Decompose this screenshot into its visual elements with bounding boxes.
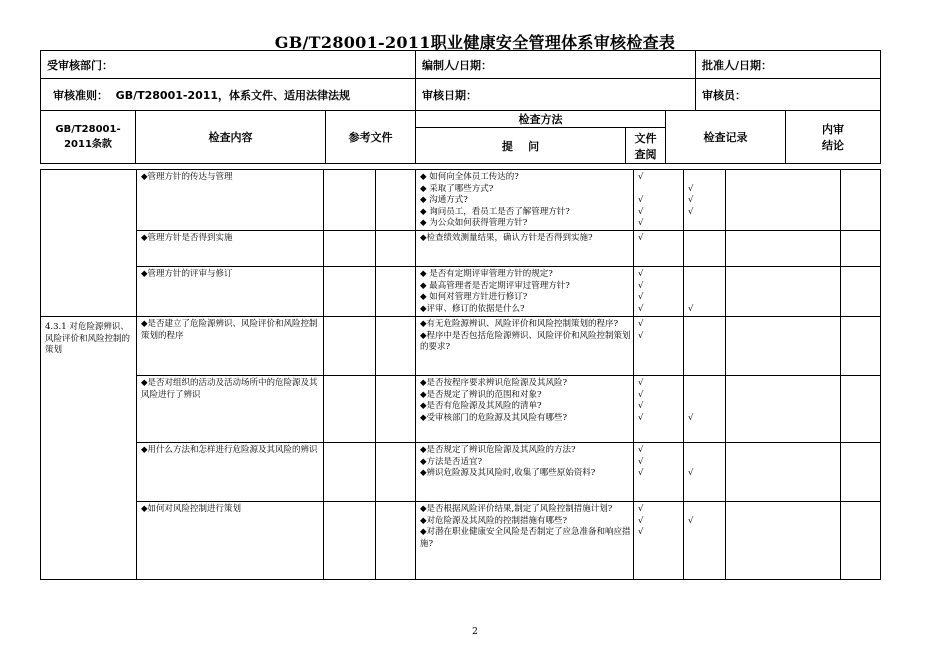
conclusion-cell[interactable] (841, 443, 881, 502)
question-item: ◆对危险源及其风险的控制措施有哪些? (420, 515, 568, 526)
record-cell[interactable] (726, 376, 841, 443)
question-cell (416, 502, 634, 580)
question-item: ◆受审核部门的危险源及其风险有哪些? (420, 412, 568, 423)
ref-cell-2 (376, 231, 416, 267)
site-check-mark (688, 331, 723, 343)
table-row (41, 170, 881, 231)
question-item: ◆程序中是否包括危险源辨识、风险评价和风险控制策划的要求? (420, 330, 631, 352)
doc-check-cell (634, 502, 684, 580)
col-record-header: 检查记录 (666, 111, 786, 164)
conclusion-cell[interactable] (841, 231, 881, 267)
content-cell: ◆是否建立了危险源辨识、风险评价和风险控制策划的程序 (137, 317, 324, 376)
record-cell[interactable] (726, 231, 841, 267)
doc-check-mark: √ (638, 195, 644, 205)
doc-check-mark: √ (638, 401, 644, 411)
checklist-table (40, 169, 881, 580)
question-item: ◆ 如何向全体员工传达的? (420, 172, 519, 182)
question-item: ◆方法是否适宜? (420, 456, 483, 467)
ref-cell (324, 267, 376, 317)
doc-check-mark: √ (638, 319, 644, 329)
table-row (41, 443, 881, 502)
doc-check-mark: √ (638, 527, 644, 537)
site-check-mark: √ (688, 412, 694, 423)
site-check-mark: √ (688, 183, 694, 194)
doc-check-mark: √ (638, 504, 644, 514)
site-check-cell (684, 170, 726, 231)
ref-cell-2 (376, 443, 416, 502)
site-check-mark (688, 504, 723, 516)
table-row (41, 231, 881, 267)
approver-cell: 批准人/日期： (696, 51, 881, 79)
col-method-header: 检查方法 (416, 111, 666, 128)
question-item: ◆ 沟通方式? (420, 195, 468, 205)
record-cell[interactable] (726, 170, 841, 231)
content-cell: ◆管理方针的评审与修订 (137, 267, 324, 317)
question-cell (416, 231, 634, 267)
conclusion-cell[interactable] (841, 376, 881, 443)
content-cell: ◆管理方针的传达与管理 (137, 170, 324, 231)
ref-cell (324, 170, 376, 231)
ref-cell-2 (376, 170, 416, 231)
col-ref-header: 参考文件 (326, 111, 416, 164)
question-item: ◆有无危险源辨识、风险评价和风险控制策划的程序? (420, 319, 619, 329)
site-check-mark (688, 378, 723, 390)
doc-check-cell (634, 376, 684, 443)
question-item: ◆评审、修订的依据是什么? (420, 303, 525, 314)
question-item: ◆是否规定了辨识的范围和对象? (420, 389, 542, 400)
doc-check-mark: √ (638, 378, 644, 388)
page-title: GB/T28001-2011职业健康安全管理体系审核检查表 (274, 33, 676, 52)
record-cell[interactable] (726, 443, 841, 502)
ref-cell (324, 502, 376, 580)
ref-cell (324, 443, 376, 502)
doc-check-mark: √ (638, 389, 644, 400)
table-row (41, 317, 881, 376)
conclusion-cell[interactable] (841, 267, 881, 317)
site-check-cell (684, 267, 726, 317)
doc-check-mark: √ (638, 303, 644, 314)
doc-check-mark: √ (638, 206, 644, 217)
site-check-cell (684, 443, 726, 502)
doc-check-mark: √ (638, 233, 644, 243)
site-check-cell (684, 376, 726, 443)
col-content-header: 检查内容 (136, 111, 326, 164)
table-row (41, 376, 881, 443)
content-cell: ◆用什么方法和怎样进行危险源及其风险的辨识 (137, 443, 324, 502)
site-check-mark (688, 233, 723, 245)
col-conclusion-header: 内审结论 (786, 111, 881, 164)
doc-check-mark: √ (638, 412, 644, 423)
ref-cell (324, 376, 376, 443)
question-item: ◆ 询问员工，看员工是否了解管理方针? (420, 206, 570, 217)
question-item: ◆是否有危险源及其风险的清单? (420, 401, 542, 411)
question-item: ◆辨识危险源及其风险时,收集了哪些原始资料? (420, 468, 596, 478)
audit-date-cell: 审核日期： (416, 79, 696, 111)
site-check-mark: √ (688, 195, 694, 205)
doc-check-mark: √ (638, 280, 644, 291)
site-check-mark: √ (688, 206, 694, 217)
site-check-mark (688, 527, 723, 539)
doc-check-mark: √ (638, 515, 644, 526)
ref-cell (324, 317, 376, 376)
question-cell (416, 170, 634, 231)
site-check-mark (688, 457, 723, 469)
doc-check-cell (634, 231, 684, 267)
site-check-cell (684, 317, 726, 376)
table-row (41, 267, 881, 317)
doc-check-mark: √ (638, 292, 644, 302)
doc-check-mark: √ (638, 445, 644, 455)
conclusion-cell[interactable] (841, 170, 881, 231)
conclusion-cell[interactable] (841, 317, 881, 376)
doc-check-cell (634, 267, 684, 317)
ref-cell-2 (376, 502, 416, 580)
question-item: ◆是否规定了辨识危险源及其风险的方法? (420, 445, 576, 455)
doc-check-mark (638, 184, 681, 196)
site-check-mark (688, 319, 723, 331)
dept-cell: 受审核部门： (41, 51, 416, 79)
question-item: ◆是否根据风险评价结果,制定了风险控制措施计划? (420, 504, 613, 514)
site-check-mark (688, 218, 723, 230)
question-cell (416, 267, 634, 317)
header-table (40, 50, 881, 164)
record-cell[interactable] (726, 317, 841, 376)
site-check-mark: √ (688, 515, 694, 526)
question-cell (416, 376, 634, 443)
content-cell: ◆是否对组织的活动及活动场所中的危险源及其风险进行了辨识 (137, 376, 324, 443)
table-row (41, 502, 881, 580)
site-check-mark: √ (688, 303, 694, 314)
site-check-cell (684, 231, 726, 267)
col-clause-header: GB/T28001-2011条款 (41, 111, 136, 164)
question-cell (416, 317, 634, 376)
question-item: ◆ 采取了哪些方式? (420, 183, 494, 194)
ref-cell-2 (376, 267, 416, 317)
doc-check-cell (634, 170, 684, 231)
ref-cell-2 (376, 376, 416, 443)
doc-check-cell (634, 443, 684, 502)
question-item: ◆ 如何对管理方针进行修订? (420, 292, 528, 302)
doc-check-mark: √ (638, 468, 644, 478)
site-check-mark (688, 445, 723, 457)
question-item: ◆ 最高管理者是否定期评审过管理方针? (420, 280, 570, 291)
page-number: 2 (472, 627, 478, 637)
content-cell: ◆管理方针是否得到实施 (137, 231, 324, 267)
conclusion-cell[interactable] (841, 502, 881, 580)
record-cell[interactable] (726, 502, 841, 580)
ref-cell-2 (376, 317, 416, 376)
record-cell[interactable] (726, 267, 841, 317)
doc-check-mark: √ (638, 218, 644, 228)
col-question-header: 提 问 (416, 128, 626, 164)
clause-cell: 4.3.1 对危险源辨识、风险评价和风险控制的策划 (41, 317, 137, 580)
doc-check-mark: √ (638, 269, 644, 279)
question-item: ◆对潜在职业健康安全风险是否制定了应急准备和响应措施? (420, 527, 631, 549)
clause-cell (41, 170, 137, 317)
question-cell (416, 443, 634, 502)
site-check-cell (684, 502, 726, 580)
col-doc-header: 文件查阅 (626, 128, 666, 164)
site-check-mark (688, 281, 723, 293)
doc-check-mark: √ (638, 330, 644, 341)
content-cell: ◆如何对风险控制进行策划 (137, 502, 324, 580)
question-item: ◆是否按程序要求辨识危险源及其风险? (420, 378, 568, 388)
site-check-mark (688, 172, 723, 184)
doc-check-cell (634, 317, 684, 376)
question-item: ◆检查绩效测量结果，确认方针是否得到实施? (420, 233, 593, 243)
site-check-mark (688, 292, 723, 304)
editor-cell: 编制人/日期： (416, 51, 696, 79)
question-item: ◆ 为公众如何获得管理方针? (420, 218, 528, 228)
question-item: ◆ 是否有定期评审管理方针的规定? (420, 269, 553, 279)
site-check-mark: √ (688, 468, 694, 478)
ref-cell (324, 231, 376, 267)
doc-check-mark: √ (638, 456, 644, 467)
doc-check-mark: √ (638, 172, 644, 182)
criteria-cell: 审核准则： GB/T28001-2011，体系文件、适用法律法规 (41, 79, 416, 111)
site-check-mark (688, 269, 723, 281)
site-check-mark (688, 401, 723, 413)
auditor-cell: 审核员： (696, 79, 881, 111)
site-check-mark (688, 390, 723, 402)
